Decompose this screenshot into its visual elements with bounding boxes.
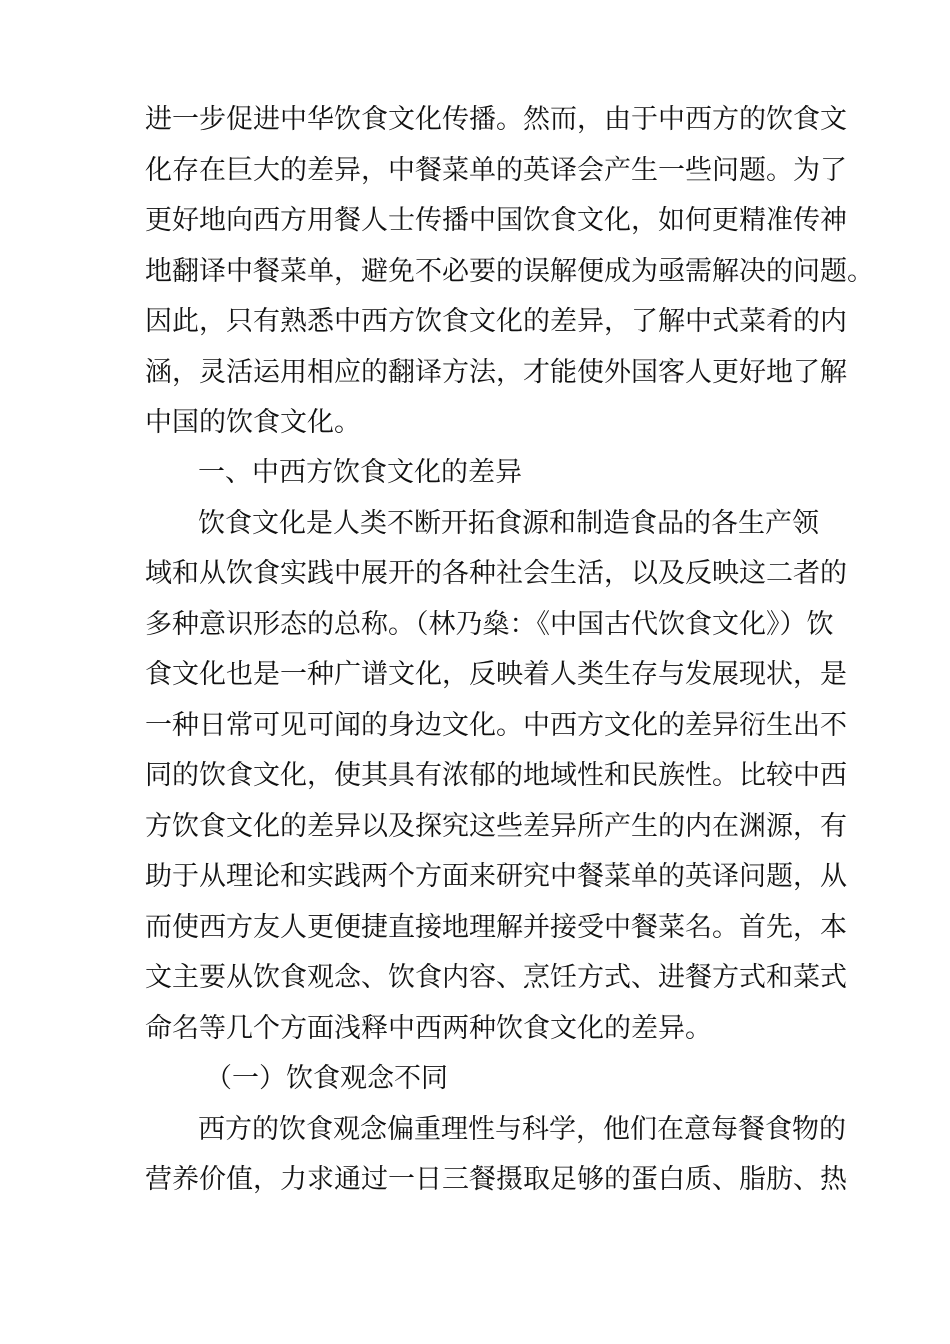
paragraph-line: 同的饮食文化，使其具有浓郁的地域性和民族性。比较中西: [145, 760, 847, 791]
paragraph-line: 助于从理论和实践两个方面来研究中餐菜单的英译问题，从: [145, 861, 847, 892]
paragraph-line: 营养价值，力求通过一日三餐摄取足够的蛋白质、脂肪、热: [145, 1164, 847, 1195]
paragraph-line: 文主要从饮食观念、饮食内容、烹饪方式、进餐方式和菜式: [145, 962, 847, 993]
subsection-heading: （一）饮食观念不同: [205, 1063, 448, 1094]
paragraph-line: 食文化也是一种广谱文化，反映着人类生存与发展现状，是: [145, 659, 847, 690]
paragraph-line: 而使西方友人更便捷直接地理解并接受中餐菜名。首先，本: [145, 912, 847, 943]
paragraph-line: 多种意识形态的总称。（林乃燊：《中国古代饮食文化》）饮: [145, 609, 834, 640]
paragraph-line: 地翻译中餐菜单，避免不必要的误解便成为亟需解决的问题。: [145, 256, 874, 287]
paragraph-line: 化存在巨大的差异，中餐菜单的英译会产生一些问题。为了: [145, 155, 847, 186]
paragraph-line: 涵，灵活运用相应的翻译方法，才能使外国客人更好地了解: [145, 357, 847, 388]
paragraph-line: 命名等几个方面浅释中西两种饮食文化的差异。: [145, 1013, 712, 1044]
paragraph-line: 进一步促进中华饮食文化传播。然而，由于中西方的饮食文: [145, 104, 847, 135]
paragraph-line: 饮食文化是人类不断开拓食源和制造食品的各生产领: [198, 508, 819, 539]
paragraph-line: 西方的饮食观念偏重理性与科学，他们在意每餐食物的: [198, 1114, 846, 1145]
section-heading: 一、中西方饮食文化的差异: [198, 457, 522, 488]
paragraph-line: 因此，只有熟悉中西方饮食文化的差异，了解中式菜肴的内: [145, 306, 847, 337]
paragraph-line: 域和从饮食实践中展开的各种社会生活，以及反映这二者的: [145, 558, 847, 589]
paragraph-line: 中国的饮食文化。: [145, 407, 361, 438]
paragraph-line: 方饮食文化的差异以及探究这些差异所产生的内在渊源，有: [145, 811, 847, 842]
paragraph-line: 更好地向西方用餐人士传播中国饮食文化，如何更精准传神: [145, 205, 847, 236]
paragraph-line: 一种日常可见可闻的身边文化。中西方文化的差异衍生出不: [145, 710, 847, 741]
